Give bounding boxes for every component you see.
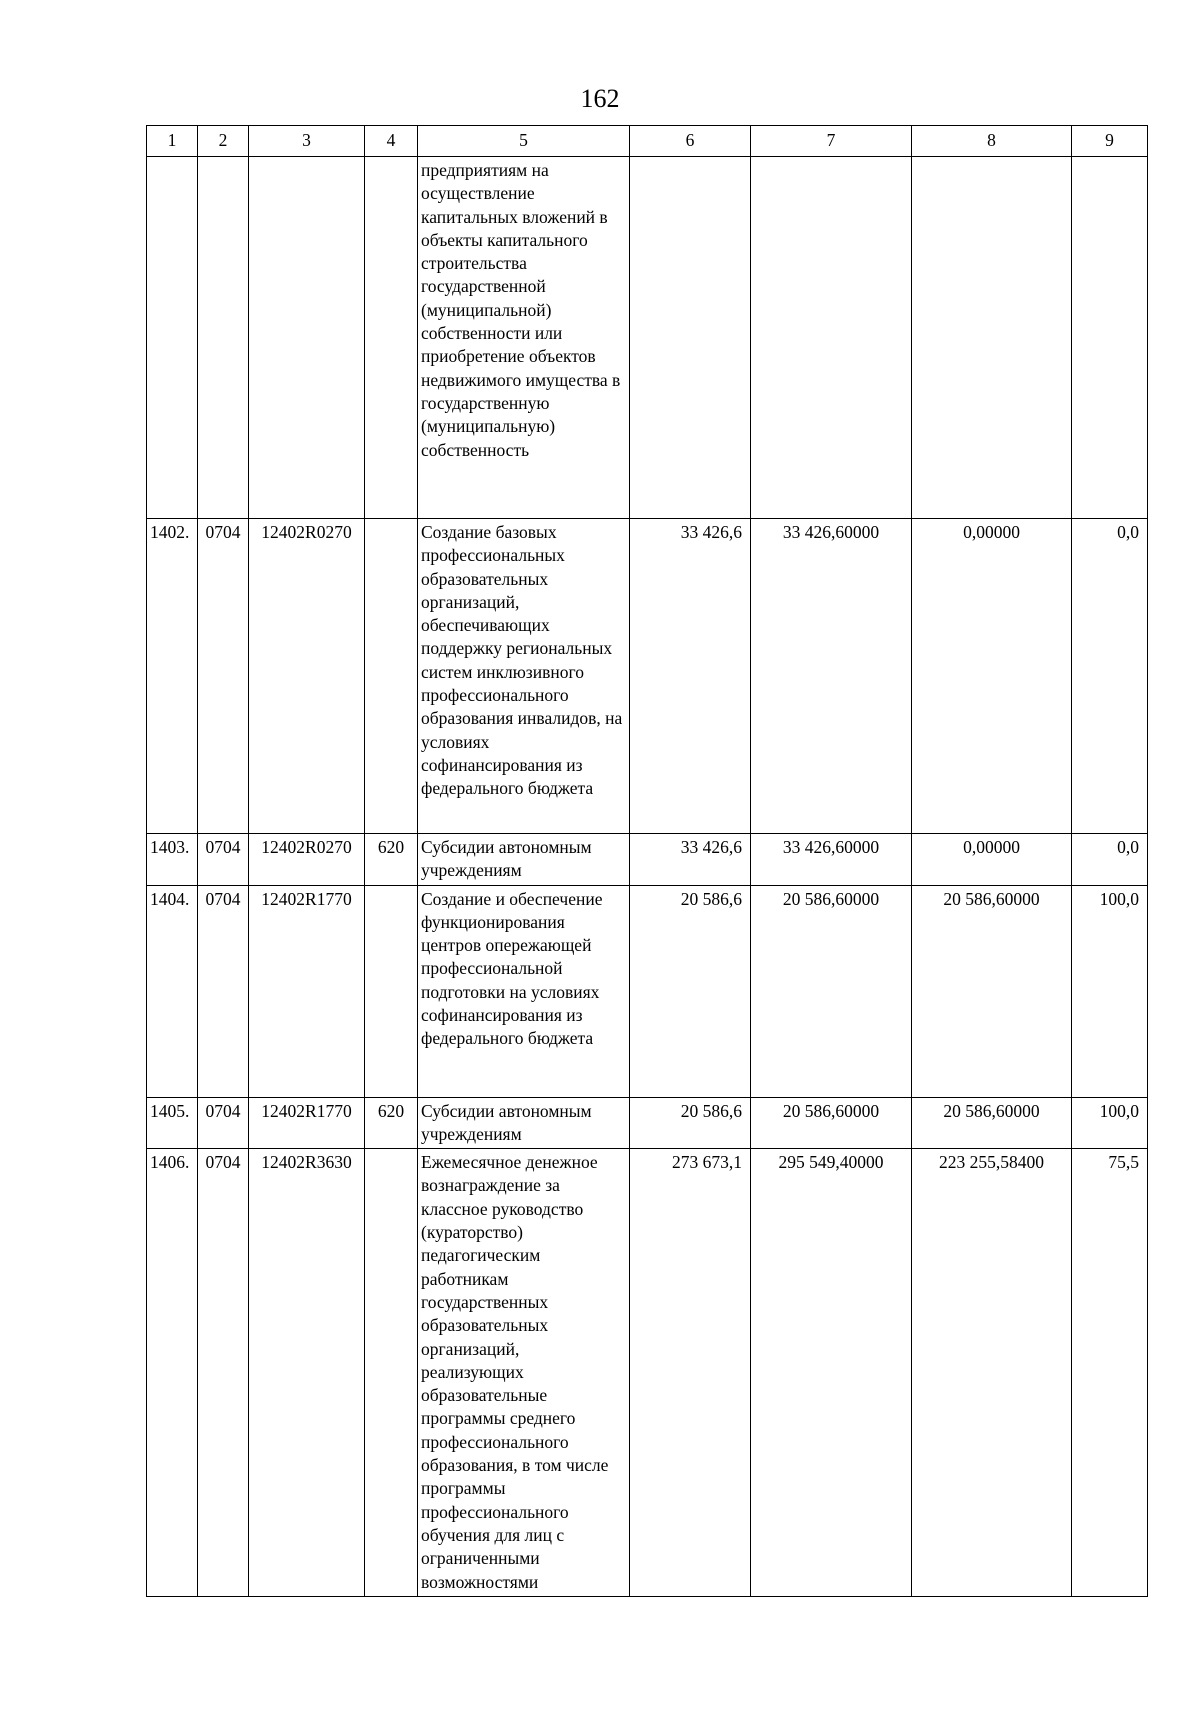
table-row <box>147 885 1148 1097</box>
column-header: 8 <box>912 126 1072 157</box>
row-number-cell <box>147 157 198 519</box>
item-name-cell: Создание базовых профессиональных образовательных организаций, обеспечивающих поддержку региональных систем инклюзивного профессионального образования инвалидов, на условиях софинансирования из федерального бюджета <box>418 519 630 834</box>
section-code-cell: 0704 <box>198 885 249 1097</box>
executed-amount-cell: 0,00000 <box>912 834 1072 886</box>
target-code-cell <box>249 157 365 519</box>
section-code-cell: 0704 <box>198 1097 249 1149</box>
row-number-cell: 1402. <box>147 519 198 834</box>
plan-amount-cell: 295 549,40000 <box>751 1149 912 1597</box>
column-header: 4 <box>365 126 418 157</box>
percent-cell <box>1072 157 1148 519</box>
executed-amount-cell: 0,00000 <box>912 519 1072 834</box>
table-row <box>147 519 1148 834</box>
section-code-cell: 0704 <box>198 834 249 886</box>
row-number-cell: 1405. <box>147 1097 198 1149</box>
section-code-cell: 0704 <box>198 1149 249 1597</box>
expense-kind-cell: 620 <box>365 834 418 886</box>
table-row <box>147 1097 1148 1149</box>
target-code-cell: 12402R3630 <box>249 1149 365 1597</box>
page-number: 162 <box>580 84 620 113</box>
column-header: 2 <box>198 126 249 157</box>
percent-cell: 100,0 <box>1072 885 1148 1097</box>
item-name-cell: Создание и обеспечение функционирования центров опережающей профессиональной подготовки на условиях софинансирования из федерального бюджета <box>418 885 630 1097</box>
row-number-cell: 1404. <box>147 885 198 1097</box>
executed-amount-cell: 20 586,60000 <box>912 1097 1072 1149</box>
plan-amount-cell: 33 426,60000 <box>751 519 912 834</box>
approved-amount-cell <box>630 157 751 519</box>
percent-cell: 100,0 <box>1072 1097 1148 1149</box>
executed-amount-cell <box>912 157 1072 519</box>
executed-amount-cell: 223 255,58400 <box>912 1149 1072 1597</box>
target-code-cell: 12402R1770 <box>249 1097 365 1149</box>
expense-kind-cell <box>365 519 418 834</box>
table-header-row <box>147 126 1148 157</box>
expense-kind-cell: 620 <box>365 1097 418 1149</box>
percent-cell: 75,5 <box>1072 1149 1148 1597</box>
column-header: 3 <box>249 126 365 157</box>
target-code-cell: 12402R0270 <box>249 834 365 886</box>
approved-amount-cell: 273 673,1 <box>630 1149 751 1597</box>
column-header: 5 <box>418 126 630 157</box>
expense-kind-cell <box>365 157 418 519</box>
approved-amount-cell: 20 586,6 <box>630 885 751 1097</box>
column-header: 9 <box>1072 126 1148 157</box>
target-code-cell: 12402R1770 <box>249 885 365 1097</box>
item-name-cell: Субсидии автономным учреждениям <box>418 834 630 886</box>
percent-cell: 0,0 <box>1072 834 1148 886</box>
approved-amount-cell: 20 586,6 <box>630 1097 751 1149</box>
plan-amount-cell <box>751 157 912 519</box>
executed-amount-cell: 20 586,60000 <box>912 885 1072 1097</box>
column-header: 6 <box>630 126 751 157</box>
expense-kind-cell <box>365 1149 418 1597</box>
row-number-cell: 1406. <box>147 1149 198 1597</box>
expense-kind-cell <box>365 885 418 1097</box>
plan-amount-cell: 20 586,60000 <box>751 885 912 1097</box>
target-code-cell: 12402R0270 <box>249 519 365 834</box>
percent-cell: 0,0 <box>1072 519 1148 834</box>
approved-amount-cell: 33 426,6 <box>630 834 751 886</box>
plan-amount-cell: 33 426,60000 <box>751 834 912 886</box>
row-number-cell: 1403. <box>147 834 198 886</box>
section-code-cell: 0704 <box>198 519 249 834</box>
table-row <box>147 834 1148 886</box>
column-header: 7 <box>751 126 912 157</box>
item-name-cell: Субсидии автономным учреждениям <box>418 1097 630 1149</box>
table-row <box>147 157 1148 519</box>
item-name-cell: Ежемесячное денежное вознаграждение за классное руководство (кураторство) педагогическим работникам государственных образовательных организаций, реализующих образовательные программы среднего профессионального образования, в том числе программы профессионального обучения для лиц с ограниченными возможностями <box>418 1149 630 1597</box>
approved-amount-cell: 33 426,6 <box>630 519 751 834</box>
budget-table <box>146 125 1148 1597</box>
item-name-cell: предприятиям на осуществление капитальных вложений в объекты капитального строительства государственной (муниципальной) собственности или приобретение объектов недвижимого имущества в государственную (муниципальную) собственность <box>418 157 630 519</box>
table-row <box>147 1149 1148 1597</box>
column-header: 1 <box>147 126 198 157</box>
plan-amount-cell: 20 586,60000 <box>751 1097 912 1149</box>
section-code-cell <box>198 157 249 519</box>
